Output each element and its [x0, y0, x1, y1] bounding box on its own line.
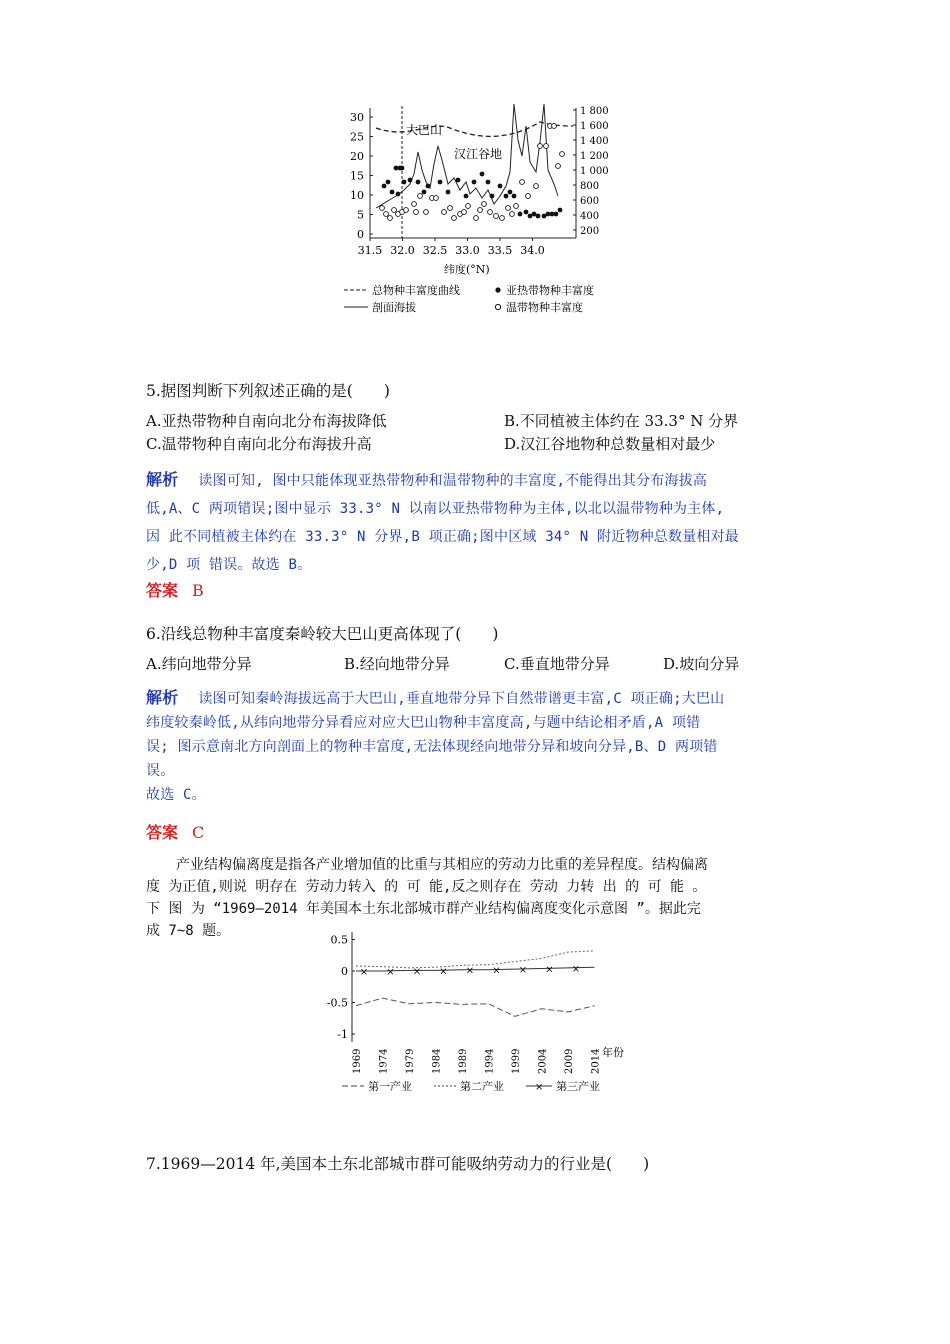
x-tick-label: 33.5 [487, 244, 513, 257]
subtropical-point [512, 194, 517, 199]
q5-option-d[interactable]: D.汉江谷地物种总数量相对最少 [504, 435, 716, 453]
tertiary-point-marker: × [412, 966, 422, 978]
subtropical-point [416, 180, 421, 185]
q6-answer-value: C [192, 823, 205, 842]
q6-option-c[interactable]: C.垂直地带分异 [504, 655, 610, 673]
q5-analysis-tag: 解析 [146, 470, 179, 489]
x-tick-label: 32.5 [422, 244, 448, 257]
subtropical-point [408, 178, 413, 183]
chart2-x-ticks [352, 1049, 602, 1074]
subtropical-point [490, 194, 495, 199]
q6-analysis-line: 故选 C。 [146, 787, 206, 803]
temperate-point [388, 216, 393, 221]
temperate-point [418, 194, 423, 199]
subtropical-point [524, 210, 529, 215]
q6-analysis-tag: 解析 [146, 688, 179, 707]
subtropical-point [422, 190, 427, 195]
subtropical-point [480, 172, 485, 177]
subtropical-point [400, 166, 405, 171]
q5-analysis-line: 读图可知, 图中只能体现亚热带物种和温带物种的丰富度,不能得出其分布海拔高 [198, 473, 708, 489]
x-tick-label: 1984 [431, 1048, 443, 1074]
structural-deviation-chart [326, 928, 640, 1098]
x-tick-label: 32.0 [390, 244, 415, 257]
temperate-point [544, 144, 549, 149]
legend-secondary: 第二产业 [460, 1080, 504, 1093]
legend-subtropical: 亚热带物种丰富度 [506, 284, 594, 297]
subtropical-point [402, 180, 407, 185]
q6-analysis [146, 686, 814, 807]
q6-analysis-line: 读图可知秦岭海拔远高于大巴山,垂直地带分异下自然带谱更丰富,C 项正确;大巴山 [198, 691, 725, 707]
temperate-point [380, 206, 385, 211]
right-tick-label: 1 400 [580, 136, 609, 147]
subtropical-point [536, 214, 541, 219]
intro-line: 成 7~8 题。 [146, 923, 231, 939]
x-tick-label: 1994 [484, 1048, 496, 1074]
subtropical-point [386, 180, 391, 185]
figure1-legend [344, 283, 594, 314]
legend-primary: 第一产业 [368, 1080, 412, 1093]
intro-line: 度 为正值,则说 明存在 劳动力转入 的 可 能,反之则存在 劳动 力转 出 的 可 能 。 [146, 879, 707, 895]
temperate-point [474, 216, 479, 221]
temperate-point [482, 202, 487, 207]
q6-answer-tag: 答案 [146, 823, 179, 842]
intro-line: 产业结构偏离度是指各产业增加值的比重与其相应的劳动力比重的差异程度。结构偏离 [176, 857, 708, 873]
figure1-data-points [380, 124, 565, 221]
temperate-point [520, 180, 525, 185]
temperate-point [466, 204, 471, 209]
right-tick-label: 1 600 [580, 121, 609, 132]
tertiary-point-marker: × [545, 964, 554, 976]
chart2-y-ticks [327, 934, 355, 1042]
temperate-point [514, 204, 519, 209]
subtropical-point [518, 212, 523, 217]
q5-option-b[interactable]: B.不同植被主体约在 33.3° N 分界 [504, 412, 739, 430]
temperate-point [412, 202, 417, 207]
q6-analysis-line: 纬度较秦岭低,从纬向地带分异看应对应大巴山物种丰富度高,与题中结论相矛盾,A 项错 [146, 715, 701, 731]
temperate-point [494, 214, 499, 219]
subtropical-point [472, 180, 477, 185]
subtropical-point [504, 194, 509, 199]
tertiary-point-marker: × [465, 965, 475, 977]
left-tick-label: 5 [357, 208, 364, 222]
legend-total: 总物种丰富度曲线 [372, 284, 460, 297]
figure1-x-axis-ticks [358, 238, 545, 257]
subtropical-point [486, 180, 491, 185]
x-tick-label: 34.0 [520, 244, 545, 257]
x-tick-label: 1989 [458, 1048, 469, 1074]
figure1-x-label: 纬度(°N) [444, 263, 490, 276]
subtropical-point [456, 178, 461, 183]
temperate-point [552, 124, 557, 129]
q6-option-b[interactable]: B.经向地带分异 [344, 655, 450, 673]
q5-option-c[interactable]: C.温带物种自南向北分布海拔升高 [146, 435, 372, 453]
chart2-series [356, 951, 595, 1017]
q5-answer [146, 578, 204, 601]
subtropical-point [390, 190, 395, 195]
subtropical-point [508, 190, 513, 195]
temperate-point [506, 206, 511, 211]
legend-temperate: 温带物种丰富度 [506, 301, 583, 314]
q6-answer [146, 820, 204, 843]
subtropical-point [464, 194, 469, 199]
left-tick-label: 0 [357, 228, 364, 241]
left-tick-label: 25 [350, 130, 364, 144]
subtropical-point [498, 184, 503, 189]
q5-answer-value: B [192, 581, 204, 600]
subtropical-point [554, 212, 559, 217]
subtropical-point [438, 180, 443, 185]
left-tick-label: 10 [350, 189, 364, 202]
x-tick-label: 31.5 [357, 244, 383, 257]
temperate-point [462, 210, 467, 215]
x-tick-label: 1974 [378, 1048, 390, 1074]
right-tick-label: 1 000 [580, 166, 609, 177]
legend-profile: 剖面海拔 [372, 301, 416, 314]
x-tick-label: 1969 [352, 1048, 363, 1074]
hanjiang-valley-label: 汉江谷地 [454, 147, 503, 161]
svg-text:×: × [535, 1082, 544, 1093]
y-tick-label: -1 [337, 1028, 348, 1041]
tertiary-point-marker: × [492, 965, 501, 977]
q7-stem: 7.1969—2014 年,美国本土东北部城市群可能吸纳劳动力的行业是( ) [146, 1155, 650, 1173]
q5-analysis-line: 低,A、C 两项错误;图中显示 33.3° N 以南以亚热带物种为主体,以北以温带物种为主体, [146, 501, 725, 517]
y-tick-label: 0.5 [330, 933, 348, 947]
right-tick-label: 600 [580, 196, 600, 207]
q5-analysis-line: 因 此不同植被主体约在 33.3° N 分界,B 项正确;图中区域 34° N 附近物种总数量相对最 [146, 529, 740, 545]
temperate-point [414, 210, 419, 215]
series-line-1 [356, 998, 595, 1016]
x-tick-label: 1979 [405, 1048, 416, 1074]
temperate-point [452, 216, 457, 221]
dabashan-label: 大巴山 [406, 123, 443, 137]
temperate-point [510, 212, 515, 217]
q6-option-d[interactable]: D.坡向分异 [663, 655, 740, 673]
y-tick-label: 0 [341, 965, 348, 978]
left-tick-label: 20 [350, 150, 364, 163]
q5-stem: 5.据图判断下列叙述正确的是( ) [146, 382, 390, 400]
temperate-point [434, 196, 439, 201]
subtropical-point [382, 184, 387, 189]
temperate-point [526, 194, 531, 199]
q5-answer-tag: 答案 [146, 581, 179, 600]
x-tick-label: 2014 [590, 1048, 602, 1074]
y-tick-label: -0.5 [326, 996, 348, 1010]
figure1-right-axis-ticks [573, 106, 609, 237]
x-tick-label: 33.0 [455, 244, 480, 257]
series-line-2 [356, 951, 595, 968]
temperate-point [424, 210, 429, 215]
temperate-point [560, 152, 565, 157]
subtropical-point [396, 192, 401, 197]
right-tick-label: 800 [580, 181, 600, 192]
q6-stem: 6.沿线总物种丰富度秦岭较大巴山更高体现了( ) [146, 625, 499, 643]
chart2-x-unit: 年份 [602, 1046, 624, 1059]
q6-analysis-line: 误; 图示意南北方向剖面上的物种丰富度,无法体现经向地带分异和坡向分异,B、D 两项错 [146, 739, 718, 755]
subtropical-point [446, 190, 451, 195]
temperate-point [488, 210, 493, 215]
temperate-point [392, 208, 397, 213]
species-richness-figure [340, 100, 630, 320]
q5-analysis [146, 466, 814, 579]
left-tick-label: 30 [350, 111, 364, 124]
x-tick-label: 1999 [511, 1048, 522, 1074]
q6-option-a[interactable]: A.纬向地带分异 [146, 655, 252, 673]
right-tick-label: 1 800 [580, 106, 609, 117]
temperate-point [556, 164, 561, 169]
subtropical-point [426, 184, 431, 189]
temperate-point [384, 212, 389, 217]
x-tick-label: 2004 [537, 1048, 549, 1074]
q5-analysis-line: 少,D 项 错误。故选 B。 [146, 557, 312, 573]
x-tick-label: 2009 [564, 1048, 575, 1074]
right-tick-label: 200 [580, 226, 600, 237]
temperate-point [404, 208, 409, 213]
tertiary-point-marker: × [386, 967, 395, 978]
right-tick-label: 400 [580, 211, 600, 222]
chart2-legend [342, 1079, 600, 1093]
legend-tertiary: 第三产业 [556, 1080, 600, 1093]
temperate-point [538, 144, 543, 149]
right-tick-label: 1 200 [580, 151, 609, 162]
temperate-point [442, 210, 447, 215]
q5-option-a[interactable]: A.亚热带物种自南向北分布海拔降低 [146, 412, 387, 430]
q6-analysis-line: 误。 [146, 763, 175, 779]
left-tick-label: 15 [350, 169, 364, 183]
temperate-point [478, 208, 483, 213]
temperate-point [534, 184, 539, 189]
temperate-point [500, 216, 505, 221]
subtropical-point [558, 208, 563, 213]
tertiary-point-marker: × [518, 965, 528, 977]
temperate-point [448, 206, 453, 211]
tertiary-point-marker: × [439, 966, 448, 978]
intro-line: 下 图 为 “1969—2014 年美国本土东北部城市群产业结构偏离度变化示意图 ”。据此完 [146, 901, 701, 917]
tertiary-point-marker: × [359, 967, 369, 978]
tertiary-point-marker: × [571, 963, 581, 975]
